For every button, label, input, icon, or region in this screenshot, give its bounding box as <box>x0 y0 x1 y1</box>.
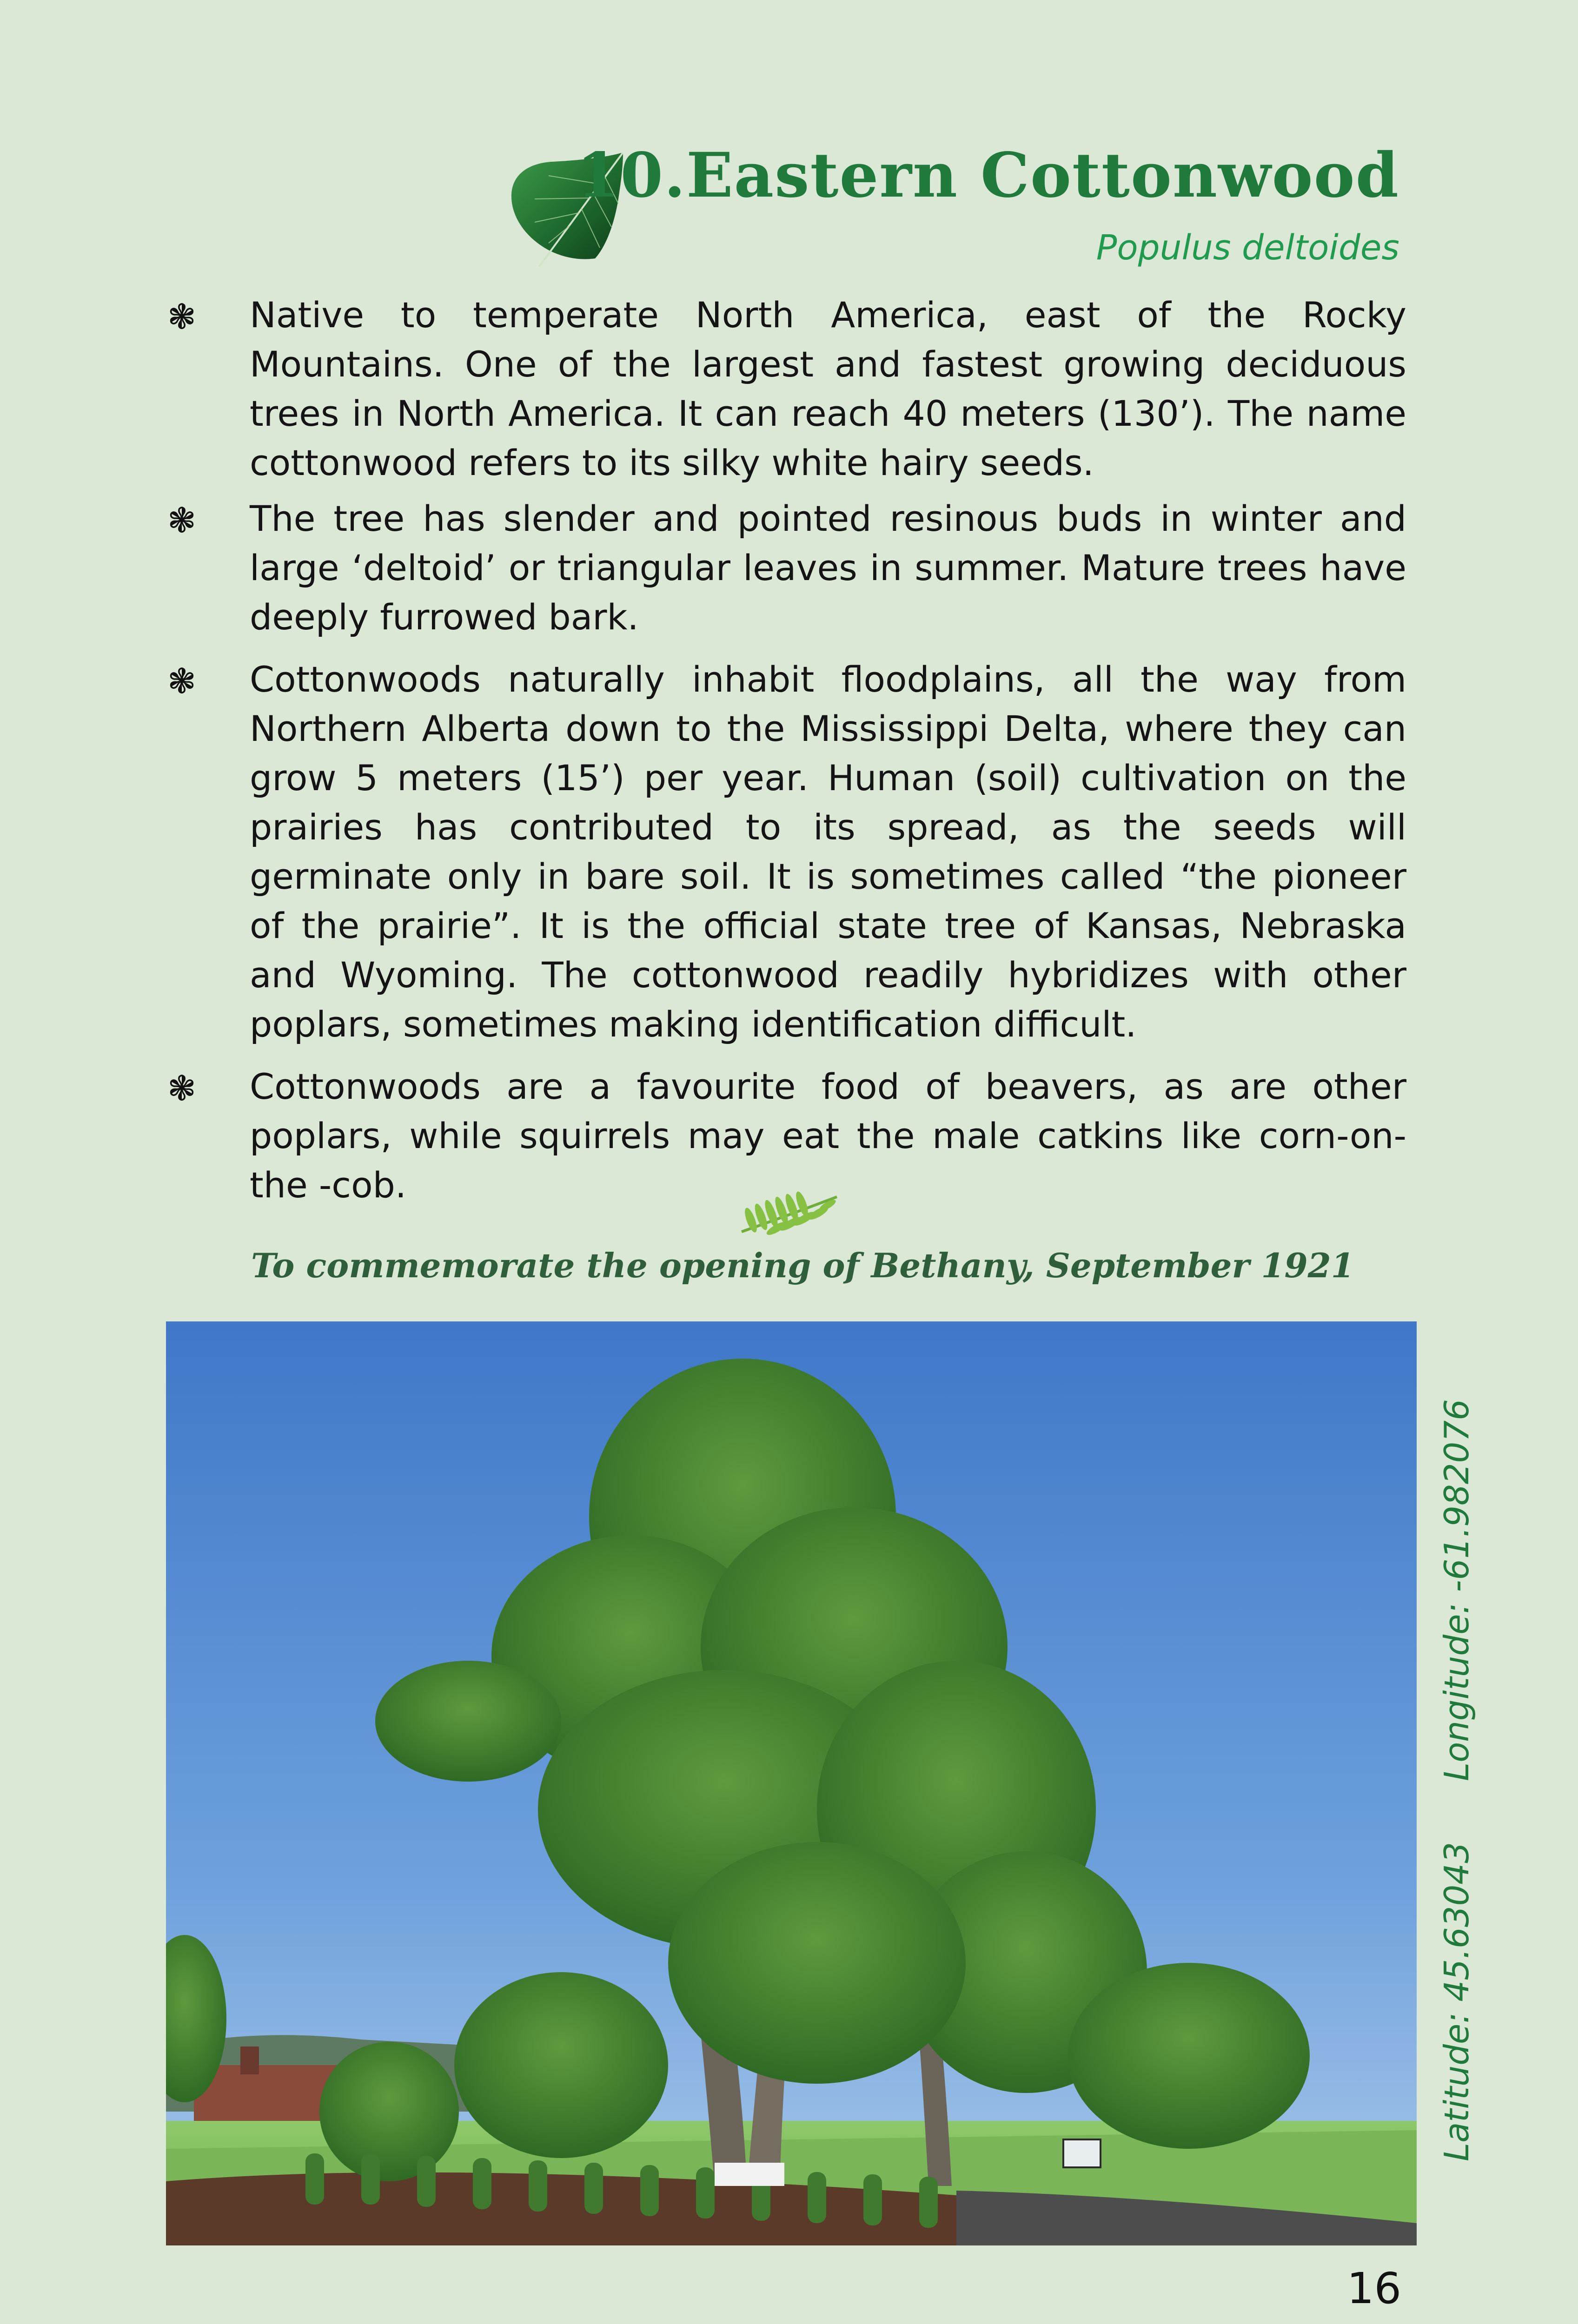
coordinates <box>1431 1399 1482 2161</box>
flower-bullet-icon: ❃ <box>167 1069 197 1109</box>
fact-text: Cottonwoods naturally inhabit floodplains, all the way from Northern Alberta down to the Mississippi Delta, where they can grow 5 meters (15’) per year. Human (soil) cultivation on the prairies has contributed to its spread, as the seeds will germinate only in bare soil. It is sometimes called “the pioneer of the prairie”. It is the official state tree of Kansas, Nebraska and Wyoming. The cottonwood readily hybridizes with other poplars, sometimes making identification difficult. <box>250 659 1406 1045</box>
longitude-label: Longitude: -61.982076 <box>1437 1399 1476 1781</box>
commemoration-caption: To commemorate the opening of Bethany, September 1921 <box>251 1246 1354 1285</box>
list-item <box>167 655 1406 1049</box>
list-item <box>167 494 1406 642</box>
flower-bullet-icon: ❃ <box>167 297 197 337</box>
fact-text: Native to temperate North America, east of the Rocky Mountains. One of the largest and fastest growing deciduous trees in North America. It can reach 40 meters (130’). The name cottonwood refers to its silky white hairy seeds. <box>250 294 1406 483</box>
page-title: 10.Eastern Cottonwood <box>577 139 1399 211</box>
fact-text: Cottonwoods are a favourite food of beavers, as are other poplars, while squirrels may eat the male catkins like corn-on-the -cob. <box>250 1066 1406 1206</box>
flower-bullet-icon: ❃ <box>167 501 197 541</box>
coordinates-rotated <box>1431 1399 1482 2161</box>
photo-illustration <box>166 1321 1417 2245</box>
header <box>507 139 1399 279</box>
latitude-label: Latitude: 45.63043 <box>1437 1842 1476 2161</box>
flower-bullet-icon: ❃ <box>167 661 197 701</box>
fern-leaf-icon <box>732 1188 844 1239</box>
list-item <box>167 290 1406 488</box>
tree-photo <box>166 1321 1417 2245</box>
fact-text: The tree has slender and pointed resinous buds in winter and large ‘deltoid’ or triangular leaves in summer. Mature trees have deeply furrowed bark. <box>250 498 1406 638</box>
fact-list <box>167 290 1406 1216</box>
scientific-name: Populus deltoides <box>1096 228 1399 268</box>
page-number: 16 <box>1346 2264 1401 2313</box>
